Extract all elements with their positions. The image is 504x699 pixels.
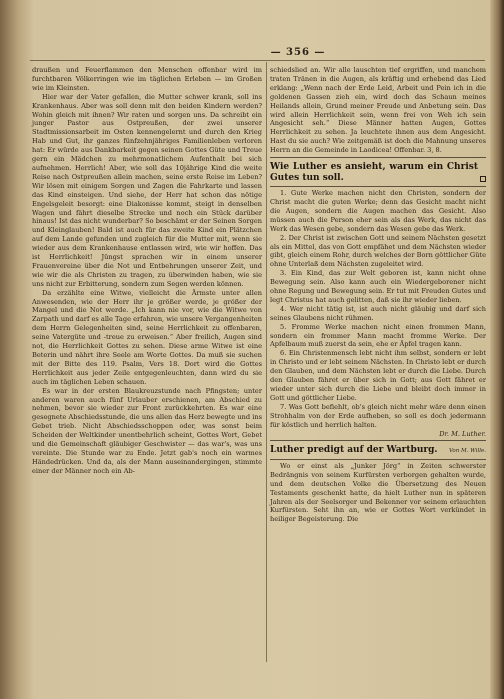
article-heading-text: Wie Luther es ansieht, warum ein Christ Gutes tun soll. [270, 162, 478, 183]
article-author: Von M. Wille. [448, 448, 486, 455]
paragraph: 6. Ein Christenmensch lebt nicht ihm selbst, sondern er lebt in Christo und er lebt seinem Nächsten. In Christo lebt er durch den Glauben, und dem Nächsten lebt er durch die Liebe. Durch den Glauben fähret er über sich in Gott; aus Gott fähret er wieder unter sich durch die Liebe und bleibt doch immer in Gott und göttlicher Liebe. [270, 349, 486, 402]
page-number: — 356 — [270, 47, 326, 58]
article-heading-text: Luther predigt auf der Wartburg. [270, 445, 438, 456]
section-rule [270, 459, 486, 460]
paragraph: Da erzählte eine Witwe, vielleicht die Ärmste unter allen Anwesenden, wie der Herr ihr je größer werde, je größer der Mangel und die Not werde. „Ich kann nie vor, wie die Witwe von Zarpath und darf es alle Tage erfahren, wie unsere Vergangenheiten dem Herrn Gelegenheiten sind, seine Herrlichkeit zu offenbaren, seine Vatergüte und -treue zu erweisen.“ Aber freilich, Augen sind not, die Herrlichkeit Gottes zu sehen. Diese arme Witwe ist eine Beterin und nährt ihre Seele am Worte Gottes. Da muß sie suchen mit der Bitte des 119. Psalm, Vers 18. Dort wird die Gottes Herrlichkeit aus jeder Zeile entgegenleuchten, dann wird du sie auch im täglichen Leben schauen. [32, 288, 262, 386]
paragraph: Es war in der ersten Blaukreuzstunde nach Pfingsten; unter anderen waren auch fünf Urlauber erschienen, am Abschied zu nehmen, bevor sie wieder zur Front zurückkehrten. Es war eine gesegnete Abschiedsstunde, die uns allen das Herz bewegte und ins Gebet trieb. Nicht Abschiedsschoppen oder, was sonst beim Scheiden der Weltkinder unentbehrlich scheint, Gottes Wort, Gebet und die Gemeinschaft gläubiger Geschwister — das war's, was uns vereinte. Die Stunde war zu Ende. Jetzt gab's noch ein warmes Händedrücken. Und da, als der Mann auseinandergingen, stimmte einer der Männer noch ein Ab- [32, 386, 262, 475]
left-column [32, 66, 262, 476]
ornament-square-icon [480, 176, 486, 182]
book-spine-shadow [490, 0, 504, 699]
column-divider [266, 62, 267, 662]
paragraph: 1. Gute Werke machen nicht den Christen, sondern der Christ macht die guten Werke; denn das Gesicht macht nicht die Augen, sondern die Augen machen das Gesicht. Also müssen auch die Person eher sein als das Werk, das nicht das Werk das Wesen gebe, sondern das Wesen gebe das Werk. [270, 189, 486, 233]
paragraph: Wo er einst als „Junker Jörg“ in Zeiten schwerster Bedrängnis von seinem Kurfürsten verborgen gehalten wurde, und dem deutschen Volke die Übersetzung des Neuen Testaments geschenkt hatte, da hielt Luther nun in späteren Jahren als der Seelsorger und Bekenner vor seinem erlauchten Kurfürsten. Seht ihn an, wie er Gottes Wort verkündet in heiliger Begeisterung. Die [270, 461, 486, 524]
article-heading-block [270, 445, 486, 456]
paragraph: draußen und Feuerflammen den Menschen offenbar wird im furchtbaren Völkerringen wie im täglichen Erleben — im Großen wie im Kleinsten. [32, 66, 262, 92]
right-column [270, 66, 486, 524]
article-heading [270, 162, 486, 183]
section-rule [270, 157, 486, 158]
paragraph: 4. Wer nicht tätig ist, ist auch nicht gläubig und darf sich seines Glaubens nicht rühmen. [270, 304, 486, 322]
paragraph: 2. Der Christ ist zwischen Gott und seinem Nächsten gesetzt als ein Mittel, das von Gott empfähet und dem Nächsten wieder gibt, gleich einem Rohr, durch welches der Born göttlicher Güte ohne Unterlaß dem Nächsten zugeleitet wird. [270, 233, 486, 269]
section-rule [270, 440, 486, 441]
signature: Dr. M. Luther. [439, 429, 486, 438]
paragraph: schiedslied an. Wir alle lauschten tief ergriffen, und manchem traten Tränen in die Augen, als kräftig und erhebend das Lied erklang: „Wenn nach der Erde Leid, Arbeit und Pein ich in die goldenen Gassen zieh ein, wird doch das Schaun meines Heilands allein, Grund meiner Freude und Anbetung sein. Das wird allein Herrlichkeit sein, wenn frei von Weh ich sein Angesicht seh.“ Diese Männer hatten Augen, Gottes Herrlichkeit zu sehen. Ja leuchtete ihnen aus dem Angesicht. Hast du sie auch? Wie zeitgemäß ist doch die Mahnung unseres Herrn an die Gemeinde in Laodicea! Offenbar. 3, 8. [270, 66, 486, 155]
paragraph: 5. Fromme Werke machen nicht einen frommen Mann, sondern ein frommer Mann macht fromme Werke. Der Apfelbaum muß zuerst da sein, ehe er Äpfel tragen kann. [270, 322, 486, 349]
header-rule [30, 60, 485, 61]
section-rule [270, 186, 486, 187]
paragraph: Hier war der Vater gefallen, die Mutter schwer krank, soll ins Krankenhaus. Aber was soll denn mit den beiden Kindern werden? Wohin gleich mit ihnen? Wir raten und sorgen uns. Da schreibt ein junger Pastor aus Ostpreußen, der zwei unserer Stadtmissionsarbeit im Osten kennengelernt und durch den Krieg Hab und Gut, ihr ganzes fünfzehnjähriges Familienleben verloren hat: Er würde aus Dankbarkeit gegen seinen Gottes Güte und Treue gern ein Mädchen zu mehrmonatlichem Aufenthalt bei sich aufnehmen. Herrlich! Aber, wie soll das 10jährige Kind die weite Reise nach Ostpreußen allein machen, seine erste Reise im Leben? Wir lösen mit einigem Sorgen und Zagen die Fahrkarte und lassen das Kind einsteigen. Und siehe, der Herr hat schon das nötige Engelsgeleit besorgt: eine Diakonisse kommt, steigt in denselben Wagen und fährt dieselbe Strecke und noch ein Stück darüber hinaus! Ist das nicht wunderbar? So beschämt er der Seinen Sorgen und Kleinglauben! Bald ist auch für das zweite Kind ein Plätzchen auf dem Lande gefunden und zugleich für die Mutter mit, wenn sie wieder aus dem Krankenhause entlassen wird, wie wir hoffen. Das ist Herrlichkeit! Jüngst sprachen wir in einem unserer Frauenvereine über die Not und Entbehrungen unserer Zeit, und wie wir die als Christen zu tragen, zu überwinden haben, wie sie uns nicht zur Erbitterung, sondern zum Segen werden können. [32, 92, 262, 288]
paragraph: 7. Was Gott befiehlt, ob's gleich nicht mehr wäre denn einen Strohhalm von der Erde aufheben, so soll es doch jedermann für köstlich und herrlich halten. [270, 402, 486, 429]
paragraph: 3. Ein Kind, das zur Welt geboren ist, kann nicht ohne Bewegung sein. Also kann auch ein Wiedergeborener nicht ohne Regung und Bewegung sein. Er tut mit Freuden Gutes und legt Christus hat auch gelitten, daß sie ihr wieder lieben. [270, 269, 486, 304]
